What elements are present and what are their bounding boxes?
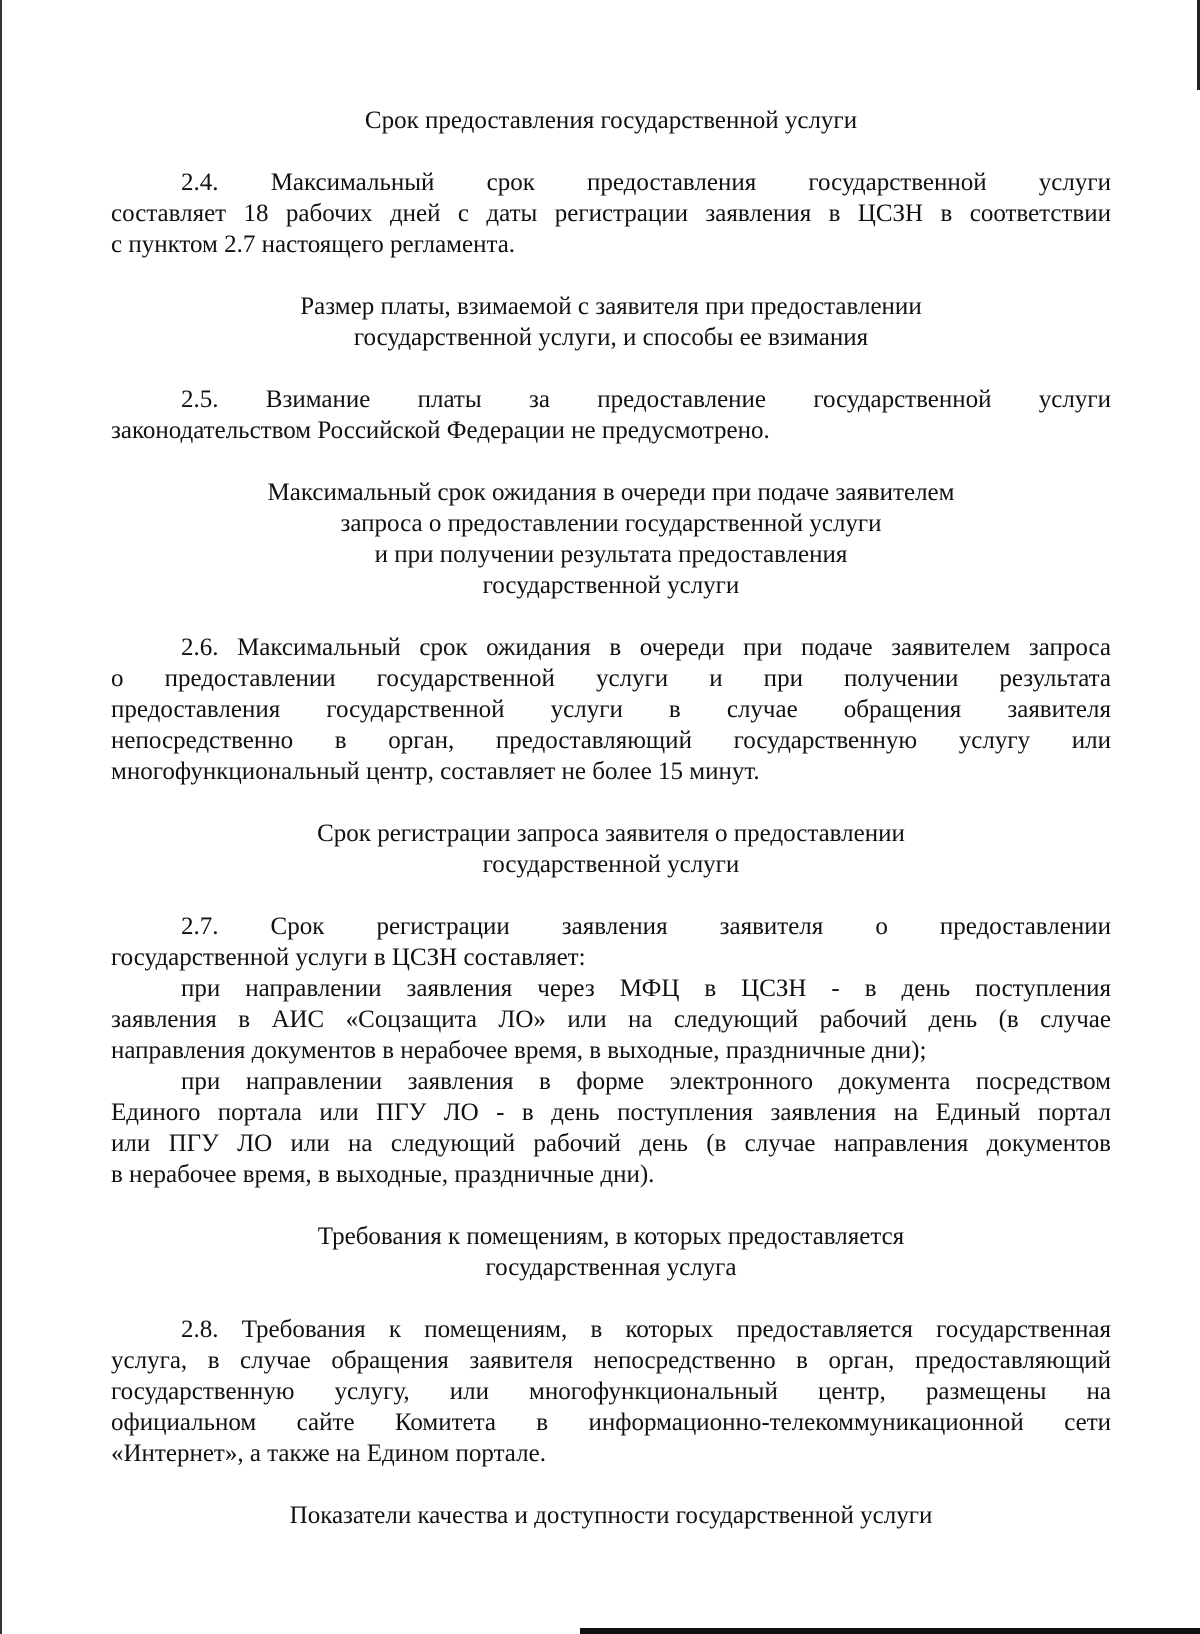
paragraph-line: многофункциональный центр, составляет не более 15 минут.	[111, 758, 760, 785]
heading-line: Размер платы, взимаемой с заявителя при предоставлении	[300, 293, 922, 320]
heading-line: Срок регистрации запроса заявителя о предоставлении	[317, 820, 905, 847]
paragraph-line: 2.5. Взимание платы за предоставление государственной услуги	[181, 386, 1111, 413]
paragraph-line: Единого портала или ПГУ ЛО - в день поступления заявления на Единый портал	[111, 1099, 1111, 1126]
section-heading-term	[111, 105, 1111, 136]
paragraph-2-8	[111, 1314, 1111, 1469]
paragraph-line: в нерабочее время, в выходные, праздничные дни).	[111, 1161, 655, 1188]
paragraph-line: 2.4. Максимальный срок предоставления государственной услуги	[181, 169, 1111, 196]
heading-line: государственной услуги, и способы ее взимания	[353, 324, 869, 351]
paragraph-line: 2.8. Требования к помещениям, в которых предоставляется государственная	[181, 1316, 1111, 1343]
heading-line: государственная услуга	[485, 1254, 737, 1281]
scan-left-edge	[0, 0, 10, 1634]
paragraph-line: официальном сайте Комитета в информационно-телекоммуникационной сети	[111, 1409, 1111, 1436]
paragraph-2-4	[111, 167, 1111, 260]
document-body	[111, 105, 1111, 1531]
paragraph-2-7-electronic	[111, 1066, 1111, 1190]
heading-line: государственной услуги	[482, 851, 740, 878]
paragraph-line: непосредственно в орган, предоставляющий государственную услугу или	[111, 727, 1111, 754]
section-heading-queue	[111, 477, 1111, 601]
paragraph-line: составляет 18 рабочих дней с даты регистрации заявления в ЦСЗН в соответствии	[111, 200, 1111, 227]
paragraph-2-5	[111, 384, 1111, 446]
heading-line: запроса о предоставлении государственной услуги	[340, 510, 882, 537]
heading-line: и при получении результата предоставления	[374, 541, 848, 568]
scan-bottom-edge	[580, 1628, 1200, 1634]
paragraph-line: 2.7. Срок регистрации заявления заявителя о предоставлении	[181, 913, 1111, 940]
paragraph-line: при направлении заявления через МФЦ в ЦСЗН - в день поступления	[181, 975, 1111, 1002]
paragraph-line: заявления в АИС «Соцзащита ЛО» или на следующий рабочий день (в случае	[111, 1006, 1111, 1033]
paragraph-2-6	[111, 632, 1111, 787]
section-heading-premises	[111, 1221, 1111, 1283]
paragraph-line: государственной услуги в ЦСЗН составляет:	[111, 944, 586, 971]
paragraph-line: с пунктом 2.7 настоящего регламента.	[111, 231, 516, 258]
section-heading-registration	[111, 818, 1111, 880]
paragraph-line: о предоставлении государственной услуги и при получении результата	[111, 665, 1111, 692]
heading-line: Максимальный срок ожидания в очереди при подаче заявителем	[267, 479, 955, 506]
heading-line: государственной услуги	[482, 572, 740, 599]
paragraph-line: законодательством Российской Федерации не предусмотрено.	[111, 417, 770, 444]
paragraph-line: услуга, в случае обращения заявителя непосредственно в орган, предоставляющий	[111, 1347, 1111, 1374]
paragraph-line: или ПГУ ЛО или на следующий рабочий день (в случае направления документов	[111, 1130, 1111, 1157]
paragraph-2-7-mfc	[111, 973, 1111, 1066]
paragraph-line: предоставления государственной услуги в случае обращения заявителя	[111, 696, 1111, 723]
section-heading-fee	[111, 291, 1111, 353]
heading-line: Срок предоставления государственной услуги	[364, 107, 858, 134]
paragraph-line: государственную услугу, или многофункциональный центр, размещены на	[111, 1378, 1111, 1405]
heading-line: Требования к помещениям, в которых предоставляется	[317, 1223, 905, 1250]
paragraph-line: «Интернет», а также на Едином портале.	[111, 1440, 546, 1467]
paragraph-line: при направлении заявления в форме электронного документа посредством	[181, 1068, 1111, 1095]
paragraph-line: 2.6. Максимальный срок ожидания в очереди при подаче заявителем запроса	[181, 634, 1111, 661]
paragraph-2-7	[111, 911, 1111, 973]
scan-top-right-edge	[1186, 0, 1200, 90]
heading-line: Показатели качества и доступности государственной услуги	[289, 1502, 933, 1529]
paragraph-line: направления документов в нерабочее время, в выходные, праздничные дни);	[111, 1037, 927, 1064]
section-heading-quality	[111, 1500, 1111, 1531]
